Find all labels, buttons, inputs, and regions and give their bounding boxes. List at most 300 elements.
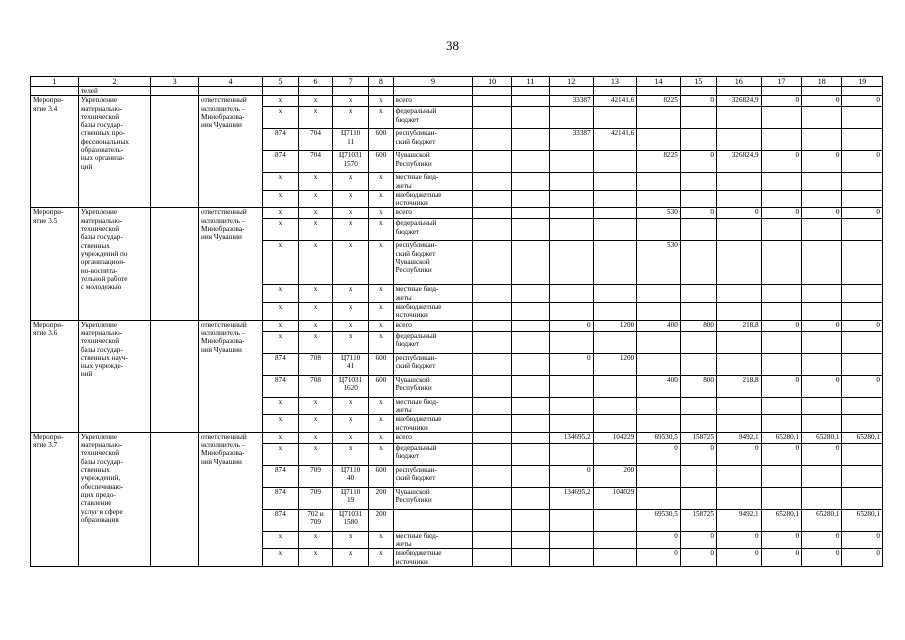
code-cell: x bbox=[369, 432, 393, 443]
value-cell bbox=[549, 173, 593, 191]
value-cell bbox=[680, 487, 716, 509]
value-cell: 0 bbox=[802, 208, 842, 219]
value-cell bbox=[761, 331, 801, 353]
value-cell: 0 bbox=[680, 151, 716, 173]
empty-cell bbox=[333, 87, 369, 96]
funding-source: всего bbox=[393, 320, 473, 331]
value-cell: 0 bbox=[802, 531, 842, 549]
value-cell bbox=[716, 190, 761, 208]
value-cell: 0 bbox=[549, 465, 593, 487]
empty-cell bbox=[473, 151, 511, 173]
value-cell bbox=[680, 173, 716, 191]
value-cell: 158725 bbox=[680, 432, 716, 443]
empty-cell bbox=[511, 432, 549, 443]
value-cell bbox=[637, 219, 681, 241]
empty-cell bbox=[473, 487, 511, 509]
value-cell bbox=[716, 487, 761, 509]
value-cell bbox=[802, 219, 842, 241]
value-cell bbox=[802, 241, 842, 285]
code-cell: x bbox=[333, 397, 369, 415]
code-cell: x bbox=[262, 241, 298, 285]
value-cell bbox=[842, 129, 883, 151]
value-cell bbox=[593, 397, 637, 415]
column-number: 5 bbox=[262, 77, 298, 87]
code-cell: x bbox=[333, 331, 369, 353]
empty-cell bbox=[151, 96, 199, 208]
funding-source: всего bbox=[393, 96, 473, 107]
code-cell: Ц71031 1620 bbox=[333, 375, 369, 397]
column-number: 18 bbox=[802, 77, 842, 87]
value-cell: 326824,9 bbox=[716, 96, 761, 107]
empty-cell bbox=[511, 487, 549, 509]
value-cell bbox=[802, 487, 842, 509]
value-cell: 0 bbox=[761, 549, 801, 567]
value-cell: 0 bbox=[761, 151, 801, 173]
value-cell: 400 bbox=[637, 375, 681, 397]
value-cell: 104029 bbox=[593, 487, 637, 509]
code-cell: 874 bbox=[262, 509, 298, 531]
value-cell bbox=[842, 443, 883, 465]
empty-cell bbox=[473, 129, 511, 151]
value-cell: 9492,1 bbox=[716, 432, 761, 443]
code-cell: x bbox=[369, 443, 393, 465]
empty-cell bbox=[511, 443, 549, 465]
value-cell: 0 bbox=[842, 151, 883, 173]
value-cell bbox=[593, 375, 637, 397]
value-cell: 400 bbox=[637, 320, 681, 331]
event-title: Укрепление материально- технической базы государ- ственных учреждений, обеспечиваю- щих предо- ставление услуг в сфере образования bbox=[78, 432, 150, 566]
code-cell: 200 bbox=[369, 509, 393, 531]
value-cell: 42141,6 bbox=[593, 96, 637, 107]
column-number: 14 bbox=[637, 77, 681, 87]
code-cell: x bbox=[369, 219, 393, 241]
code-cell: x bbox=[369, 331, 393, 353]
empty-cell bbox=[473, 285, 511, 303]
value-cell bbox=[680, 219, 716, 241]
empty-cell bbox=[473, 353, 511, 375]
value-cell bbox=[593, 190, 637, 208]
value-cell bbox=[842, 331, 883, 353]
responsible-executor: ответственный исполнитель – Минобразова- ния Чувашии bbox=[199, 208, 263, 320]
value-cell: 0 bbox=[842, 549, 883, 567]
empty-cell bbox=[151, 320, 199, 432]
value-cell bbox=[637, 285, 681, 303]
code-cell: x bbox=[262, 432, 298, 443]
column-number: 4 bbox=[199, 77, 263, 87]
code-cell: x bbox=[262, 320, 298, 331]
value-cell bbox=[549, 285, 593, 303]
code-cell: Ц7110 40 bbox=[333, 465, 369, 487]
value-cell bbox=[842, 107, 883, 129]
column-number: 11 bbox=[511, 77, 549, 87]
value-cell bbox=[593, 331, 637, 353]
value-cell: 42141,6 bbox=[593, 129, 637, 151]
value-cell: 0 bbox=[637, 443, 681, 465]
value-cell bbox=[761, 173, 801, 191]
value-cell bbox=[716, 465, 761, 487]
value-cell bbox=[680, 397, 716, 415]
value-cell: 0 bbox=[761, 208, 801, 219]
value-cell: 530 bbox=[637, 241, 681, 285]
table-row bbox=[31, 432, 883, 443]
value-cell: 65280,1 bbox=[761, 509, 801, 531]
value-cell: 1200 bbox=[593, 353, 637, 375]
value-cell bbox=[761, 415, 801, 433]
value-cell bbox=[593, 531, 637, 549]
value-cell bbox=[549, 415, 593, 433]
column-number: 2 bbox=[78, 77, 150, 87]
code-cell: x bbox=[369, 107, 393, 129]
empty-cell bbox=[511, 303, 549, 321]
code-cell: x bbox=[333, 285, 369, 303]
value-cell: 33387 bbox=[549, 129, 593, 151]
code-cell: x bbox=[262, 107, 298, 129]
value-cell: 0 bbox=[680, 208, 716, 219]
value-cell bbox=[680, 107, 716, 129]
value-cell bbox=[802, 353, 842, 375]
empty-cell bbox=[511, 208, 549, 219]
code-cell: x bbox=[333, 190, 369, 208]
value-cell: 0 bbox=[716, 531, 761, 549]
value-cell bbox=[637, 129, 681, 151]
empty-cell bbox=[511, 320, 549, 331]
code-cell: Ц71031 1570 bbox=[333, 151, 369, 173]
value-cell bbox=[716, 303, 761, 321]
empty-cell bbox=[473, 465, 511, 487]
code-cell: 709 bbox=[299, 487, 333, 509]
value-cell bbox=[680, 241, 716, 285]
value-cell: 0 bbox=[716, 549, 761, 567]
value-cell bbox=[716, 415, 761, 433]
value-cell bbox=[802, 415, 842, 433]
code-cell: 708 bbox=[299, 375, 333, 397]
code-cell: 874 bbox=[262, 375, 298, 397]
value-cell bbox=[549, 208, 593, 219]
value-cell bbox=[802, 331, 842, 353]
empty-cell bbox=[511, 353, 549, 375]
code-cell: x bbox=[262, 190, 298, 208]
funding-source: Чувашской Республики bbox=[393, 487, 473, 509]
code-cell: x bbox=[369, 303, 393, 321]
value-cell bbox=[637, 353, 681, 375]
code-cell: x bbox=[299, 331, 333, 353]
funding-source: внебюджетные источники bbox=[393, 303, 473, 321]
funding-source: всего bbox=[393, 432, 473, 443]
code-cell: x bbox=[333, 96, 369, 107]
responsible-executor: ответственный исполнитель – Минобразова- ния Чувашии bbox=[199, 320, 263, 432]
funding-source: республикан- ский бюджет bbox=[393, 129, 473, 151]
value-cell: 104229 bbox=[593, 432, 637, 443]
empty-cell bbox=[473, 241, 511, 285]
value-cell bbox=[549, 151, 593, 173]
value-cell: 0 bbox=[680, 531, 716, 549]
value-cell: 33387 bbox=[549, 96, 593, 107]
code-cell: 600 bbox=[369, 375, 393, 397]
value-cell: 134695,2 bbox=[549, 432, 593, 443]
funding-source: федеральный бюджет bbox=[393, 219, 473, 241]
column-number: 19 bbox=[842, 77, 883, 87]
empty-cell bbox=[511, 173, 549, 191]
value-cell bbox=[549, 443, 593, 465]
code-cell: x bbox=[262, 303, 298, 321]
code-cell: Ц7110 11 bbox=[333, 129, 369, 151]
value-cell: 0 bbox=[802, 549, 842, 567]
value-cell bbox=[593, 107, 637, 129]
code-cell: x bbox=[262, 173, 298, 191]
code-cell: x bbox=[369, 549, 393, 567]
funding-source: республикан- ский бюджет bbox=[393, 465, 473, 487]
column-number: 16 bbox=[716, 77, 761, 87]
code-cell: 874 bbox=[262, 465, 298, 487]
funding-source bbox=[393, 509, 473, 531]
funding-source: местные бюд- жеты bbox=[393, 531, 473, 549]
value-cell: 1200 bbox=[593, 320, 637, 331]
column-number: 7 bbox=[333, 77, 369, 87]
value-cell bbox=[549, 219, 593, 241]
value-cell: 800 bbox=[680, 320, 716, 331]
value-cell: 218,8 bbox=[716, 320, 761, 331]
funding-source: федеральный бюджет bbox=[393, 107, 473, 129]
code-cell: 874 bbox=[262, 487, 298, 509]
value-cell bbox=[802, 465, 842, 487]
empty-cell bbox=[262, 87, 298, 96]
value-cell: 0 bbox=[802, 375, 842, 397]
code-cell: 708 bbox=[299, 353, 333, 375]
empty-cell bbox=[511, 465, 549, 487]
column-number: 13 bbox=[593, 77, 637, 87]
empty-cell bbox=[511, 375, 549, 397]
value-cell bbox=[680, 303, 716, 321]
value-cell bbox=[680, 331, 716, 353]
empty-cell bbox=[473, 320, 511, 331]
code-cell: 874 bbox=[262, 353, 298, 375]
event-number: Меропри- ятие 3.5 bbox=[31, 208, 79, 320]
responsible-executor: ответственный исполнитель – Минобразова- ния Чувашии bbox=[199, 96, 263, 208]
code-cell: x bbox=[299, 219, 333, 241]
value-cell bbox=[637, 303, 681, 321]
column-number: 1 bbox=[31, 77, 79, 87]
code-cell: x bbox=[333, 208, 369, 219]
code-cell: x bbox=[262, 285, 298, 303]
value-cell: 65280,1 bbox=[761, 432, 801, 443]
empty-cell bbox=[473, 549, 511, 567]
value-cell bbox=[842, 219, 883, 241]
code-cell: x bbox=[299, 397, 333, 415]
value-cell bbox=[549, 375, 593, 397]
value-cell: 0 bbox=[680, 549, 716, 567]
code-cell: 874 bbox=[262, 129, 298, 151]
funding-source: местные бюд- жеты bbox=[393, 285, 473, 303]
empty-cell bbox=[716, 87, 761, 96]
value-cell: 0 bbox=[802, 443, 842, 465]
value-cell bbox=[761, 487, 801, 509]
code-cell: x bbox=[262, 208, 298, 219]
code-cell: x bbox=[299, 443, 333, 465]
code-cell: x bbox=[369, 173, 393, 191]
value-cell bbox=[637, 397, 681, 415]
code-cell: 200 bbox=[369, 487, 393, 509]
budget-table bbox=[30, 76, 883, 567]
code-cell: x bbox=[369, 320, 393, 331]
value-cell bbox=[761, 107, 801, 129]
funding-source: республикан- ский бюджет bbox=[393, 353, 473, 375]
value-cell bbox=[593, 241, 637, 285]
column-number: 6 bbox=[299, 77, 333, 87]
empty-cell bbox=[151, 432, 199, 566]
value-cell bbox=[593, 303, 637, 321]
value-cell bbox=[802, 190, 842, 208]
value-cell bbox=[549, 241, 593, 285]
code-cell: x bbox=[299, 190, 333, 208]
code-cell: x bbox=[262, 219, 298, 241]
code-cell: x bbox=[262, 96, 298, 107]
empty-cell bbox=[511, 96, 549, 107]
empty-cell bbox=[549, 87, 593, 96]
empty-cell bbox=[511, 107, 549, 129]
value-cell bbox=[842, 415, 883, 433]
code-cell: x bbox=[369, 285, 393, 303]
code-cell: x bbox=[333, 303, 369, 321]
value-cell: 8225 bbox=[637, 151, 681, 173]
value-cell: 134695,2 bbox=[549, 487, 593, 509]
code-cell: 709 bbox=[299, 465, 333, 487]
code-cell: 704 bbox=[299, 129, 333, 151]
value-cell bbox=[680, 285, 716, 303]
code-cell: x bbox=[333, 107, 369, 129]
funding-source: внебюджетные источники bbox=[393, 190, 473, 208]
empty-cell bbox=[511, 531, 549, 549]
value-cell: 0 bbox=[842, 375, 883, 397]
code-cell: x bbox=[299, 107, 333, 129]
value-cell bbox=[716, 353, 761, 375]
empty-cell bbox=[473, 208, 511, 219]
value-cell bbox=[680, 129, 716, 151]
value-cell bbox=[716, 173, 761, 191]
empty-cell bbox=[842, 87, 883, 96]
funding-source: всего bbox=[393, 208, 473, 219]
empty-cell bbox=[761, 87, 801, 96]
code-cell: 874 bbox=[262, 151, 298, 173]
code-cell: x bbox=[369, 96, 393, 107]
column-number: 3 bbox=[151, 77, 199, 87]
empty-cell bbox=[151, 87, 199, 96]
value-cell bbox=[549, 531, 593, 549]
empty-cell bbox=[473, 443, 511, 465]
value-cell bbox=[761, 129, 801, 151]
value-cell bbox=[593, 549, 637, 567]
empty-cell bbox=[511, 241, 549, 285]
value-cell bbox=[842, 241, 883, 285]
value-cell bbox=[716, 107, 761, 129]
code-cell: Ц71031 1580 bbox=[333, 509, 369, 531]
value-cell bbox=[716, 219, 761, 241]
value-cell bbox=[593, 443, 637, 465]
table-row bbox=[31, 96, 883, 107]
value-cell: 0 bbox=[842, 96, 883, 107]
value-cell bbox=[802, 129, 842, 151]
value-cell: 0 bbox=[761, 96, 801, 107]
funding-source: Чувашской Республики bbox=[393, 375, 473, 397]
value-cell: 8225 bbox=[637, 96, 681, 107]
code-cell: x bbox=[262, 549, 298, 567]
value-cell bbox=[842, 353, 883, 375]
value-cell bbox=[802, 303, 842, 321]
value-cell: 158725 bbox=[680, 509, 716, 531]
value-cell: 65280,1 bbox=[802, 509, 842, 531]
funding-source: федеральный бюджет bbox=[393, 331, 473, 353]
value-cell: 0 bbox=[549, 353, 593, 375]
value-cell bbox=[716, 129, 761, 151]
empty-cell bbox=[511, 87, 549, 96]
column-number: 8 bbox=[369, 77, 393, 87]
value-cell bbox=[593, 173, 637, 191]
funding-source: Чувашской Республики bbox=[393, 151, 473, 173]
value-cell bbox=[637, 465, 681, 487]
code-cell: x bbox=[369, 415, 393, 433]
funding-source: внебюджетные источники bbox=[393, 415, 473, 433]
value-cell bbox=[842, 285, 883, 303]
value-cell bbox=[680, 190, 716, 208]
empty-cell bbox=[473, 173, 511, 191]
value-cell: 0 bbox=[802, 320, 842, 331]
code-cell: x bbox=[333, 531, 369, 549]
value-cell: 326824,9 bbox=[716, 151, 761, 173]
empty-cell bbox=[473, 190, 511, 208]
empty-cell bbox=[393, 87, 473, 96]
value-cell bbox=[593, 415, 637, 433]
page-number: 38 bbox=[446, 38, 459, 53]
value-cell: 0 bbox=[802, 151, 842, 173]
event-number: Меропри- ятие 3.4 bbox=[31, 96, 79, 208]
table-row bbox=[31, 208, 883, 219]
value-cell bbox=[761, 219, 801, 241]
value-cell bbox=[802, 397, 842, 415]
empty-cell bbox=[473, 87, 511, 96]
value-cell: 0 bbox=[802, 96, 842, 107]
value-cell: 218,8 bbox=[716, 375, 761, 397]
value-cell: 69530,5 bbox=[637, 509, 681, 531]
empty-cell bbox=[31, 87, 79, 96]
value-cell bbox=[549, 549, 593, 567]
code-cell: x bbox=[333, 549, 369, 567]
funding-source: республикан- ский бюджет Чувашской Республики bbox=[393, 241, 473, 285]
code-cell: x bbox=[299, 432, 333, 443]
empty-cell bbox=[511, 151, 549, 173]
value-cell bbox=[716, 397, 761, 415]
value-cell: 0 bbox=[842, 208, 883, 219]
value-cell bbox=[549, 509, 593, 531]
value-cell bbox=[761, 241, 801, 285]
empty-cell bbox=[511, 219, 549, 241]
code-cell: x bbox=[333, 241, 369, 285]
code-cell: x bbox=[369, 397, 393, 415]
value-cell: 69530,5 bbox=[637, 432, 681, 443]
value-cell bbox=[802, 107, 842, 129]
value-cell bbox=[716, 285, 761, 303]
value-cell: 530 bbox=[637, 208, 681, 219]
code-cell: x bbox=[333, 443, 369, 465]
code-cell: x bbox=[369, 531, 393, 549]
column-number: 15 bbox=[680, 77, 716, 87]
value-cell: 0 bbox=[549, 320, 593, 331]
code-cell: x bbox=[369, 208, 393, 219]
empty-cell bbox=[802, 87, 842, 96]
empty-cell bbox=[151, 208, 199, 320]
empty-cell bbox=[473, 531, 511, 549]
code-cell: x bbox=[299, 96, 333, 107]
value-cell bbox=[716, 241, 761, 285]
code-cell: x bbox=[262, 415, 298, 433]
